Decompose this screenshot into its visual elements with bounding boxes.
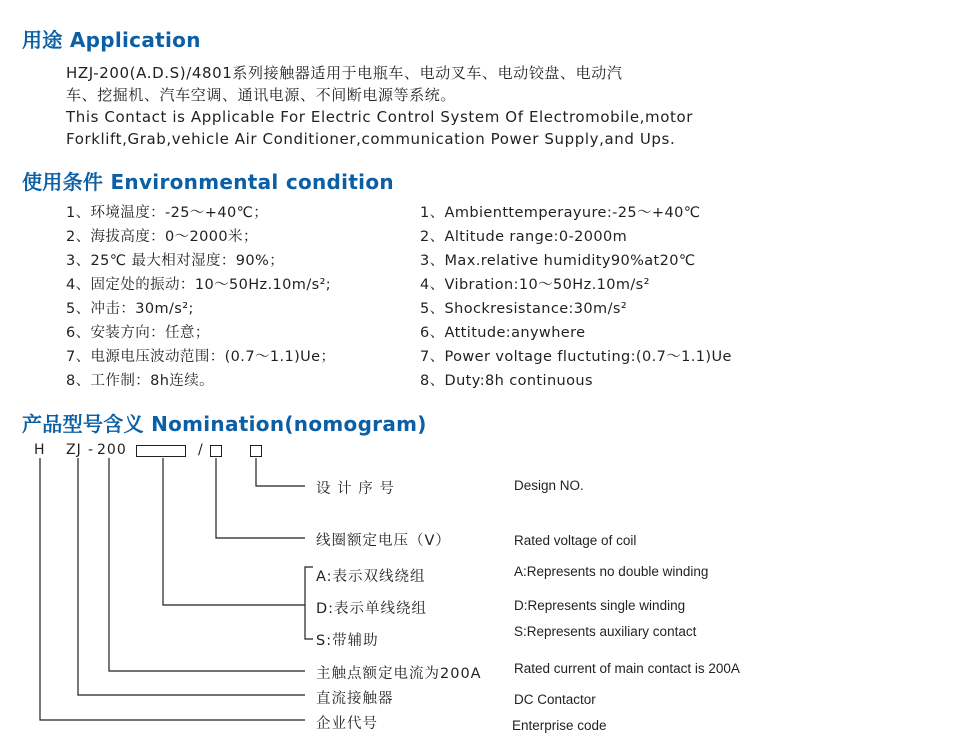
leader-winding-type: [163, 458, 305, 605]
application-line-4: Forklift,Grab,vehicle Air Conditioner,communication Power Supply,and Ups.: [66, 130, 676, 148]
label-design-no-zh: 设 计 序 号: [316, 481, 395, 497]
label-auxiliary-zh: S:带辅助: [316, 633, 379, 649]
label-double-winding-zh: A:表示双线绕组: [316, 569, 426, 585]
condition-zh-1: 1、环境温度：-25～+40℃；: [66, 205, 269, 221]
condition-en-7: 7、Power voltage fluctuting:(0.7～1.1)Ue: [420, 349, 732, 365]
label-single-winding-zh: D:表示单线绕组: [316, 601, 428, 617]
label-double-winding-en: A:Represents no double winding: [514, 564, 709, 579]
label-coil-voltage-zh: 线圈额定电压（V）: [316, 533, 451, 549]
condition-en-2: 2、Altitude range:0-2000m: [420, 229, 628, 245]
condition-en-6: 6、Attitude:anywhere: [420, 325, 586, 341]
leader-design-no: [256, 458, 305, 486]
application-line-2: 车、挖掘机、汽车空调、通讯电源、不间断电源等系统。: [66, 86, 457, 104]
code-type-box: [136, 445, 186, 457]
code-200: 200: [97, 442, 127, 458]
leader-coil-voltage: [216, 458, 305, 538]
code-h: H: [34, 442, 46, 458]
code-slash: /: [198, 442, 204, 458]
code-zj: ZJ: [66, 442, 82, 458]
bracket-winding: [305, 567, 313, 639]
label-coil-voltage-en: Rated voltage of coil: [514, 533, 637, 548]
leader-dc-contactor: [78, 458, 305, 695]
condition-en-1: 1、Ambienttemperayure:-25～+40℃: [420, 205, 701, 221]
condition-zh-8: 8、工作制：8h连续。: [66, 373, 215, 389]
code-design-box: [250, 445, 262, 457]
label-dc-contactor-en: DC Contactor: [514, 692, 596, 707]
label-design-no-en: Design NO.: [514, 478, 584, 493]
application-line-3: This Contact is Applicable For Electric Control System Of Electromobile,motor: [66, 108, 694, 126]
label-rated-current-zh: 主触点额定电流为200A: [316, 666, 482, 682]
condition-zh-3: 3、25℃ 最大相对湿度：90%；: [66, 253, 285, 269]
condition-zh-2: 2、海拔高度：0～2000米；: [66, 229, 258, 245]
condition-en-8: 8、Duty:8h continuous: [420, 373, 593, 389]
condition-zh-5: 5、冲击：30m/s²;: [66, 301, 194, 317]
application-heading: 用途 Application: [22, 28, 201, 52]
condition-zh-6: 6、安装方向：任意；: [66, 325, 210, 341]
leader-rated-current: [109, 458, 305, 671]
leader-enterprise-code: [40, 458, 305, 720]
label-enterprise-code-en: Enterprise code: [512, 718, 607, 733]
label-dc-contactor-zh: 直流接触器: [316, 691, 394, 707]
nomination-heading: 产品型号含义 Nomination(nomogram): [22, 412, 427, 436]
condition-en-3: 3、Max.relative humidity90%at20℃: [420, 253, 696, 269]
application-line-1: HZJ-200(A.D.S)/4801系列接触器适用于电瓶车、电动叉车、电动铰盘、电动汽: [66, 64, 623, 82]
label-rated-current-en: Rated current of main contact is 200A: [514, 661, 740, 676]
condition-zh-4: 4、固定处的振动：10～50Hz.10m/s²;: [66, 277, 332, 293]
environment-heading: 使用条件 Environmental condition: [22, 170, 394, 194]
label-auxiliary-en: S:Represents auxiliary contact: [514, 624, 697, 639]
label-enterprise-code-zh: 企业代号: [316, 716, 378, 732]
code-voltage-box: [210, 445, 222, 457]
condition-en-5: 5、Shockresistance:30m/s²: [420, 301, 628, 317]
condition-zh-7: 7、电源电压波动范围：(0.7～1.1)Ue；: [66, 349, 336, 365]
code-dash: -: [88, 442, 95, 458]
condition-en-4: 4、Vibration:10～50Hz.10m/s²: [420, 277, 650, 293]
label-single-winding-en: D:Represents single winding: [514, 598, 686, 613]
